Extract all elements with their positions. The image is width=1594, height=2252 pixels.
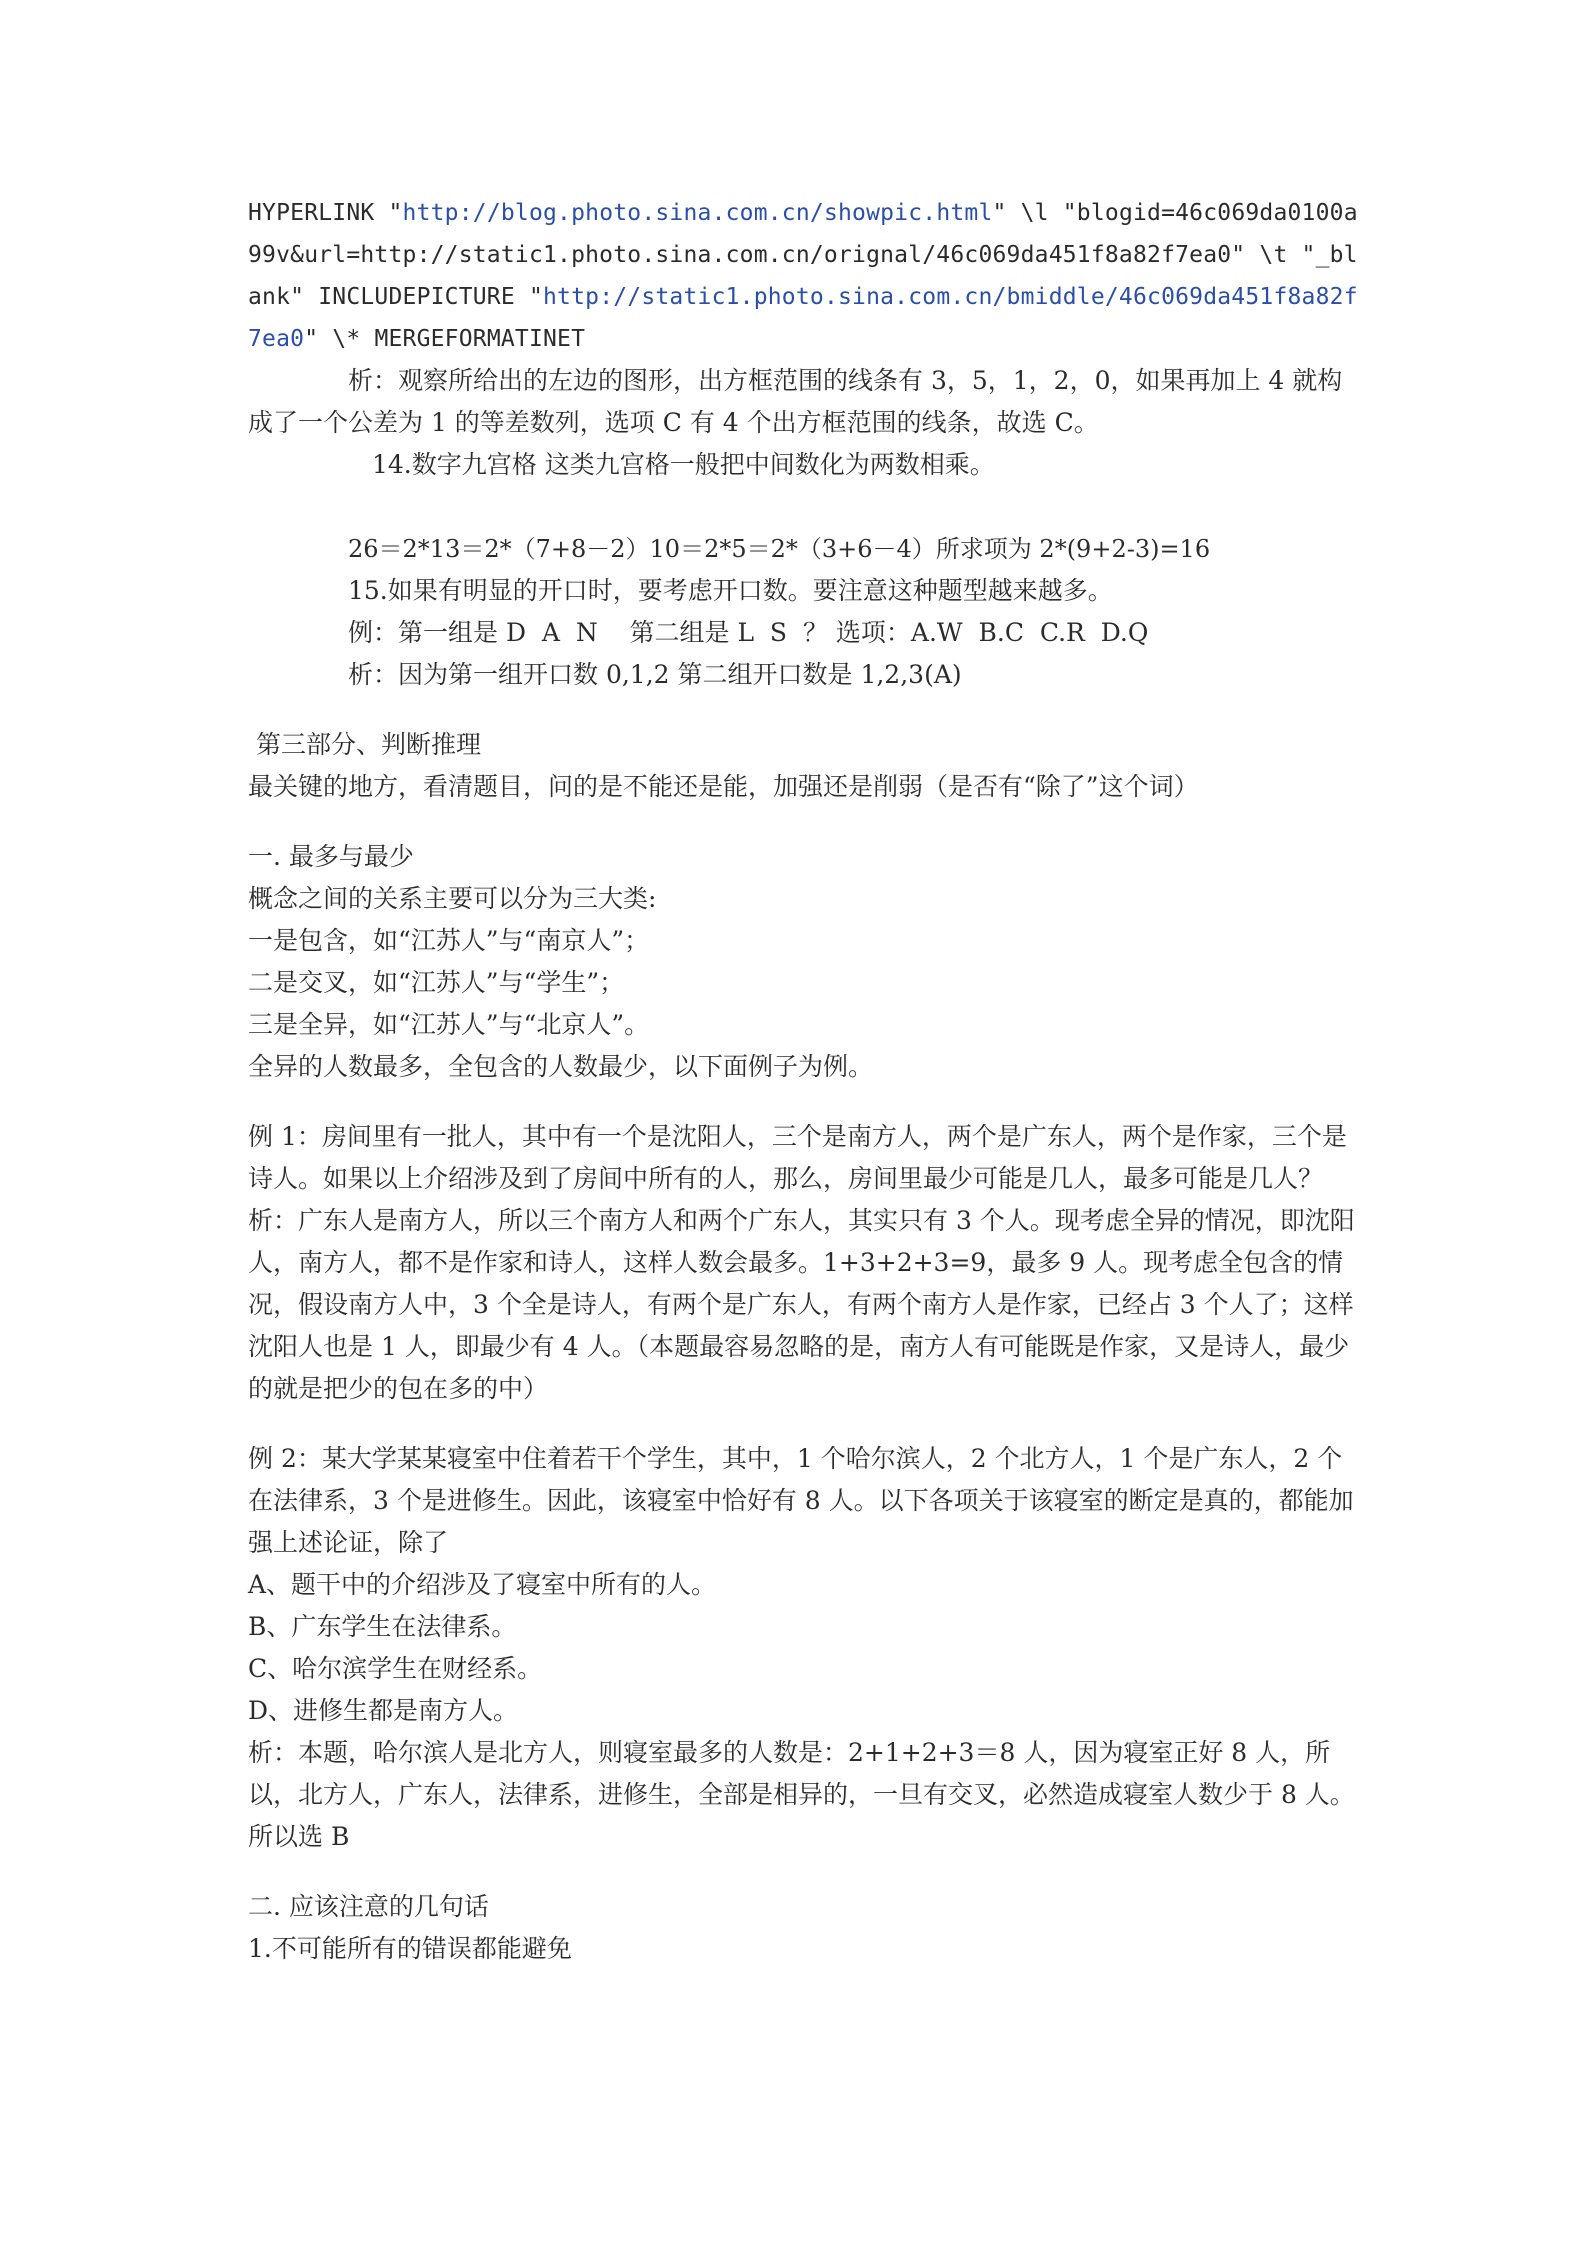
section2-title: 二. 应该注意的几句话: [248, 1892, 489, 1921]
example-15: 例：第一组是 D A N 第二组是 L S ？ 选项：A.W B.C C.R D.Q: [348, 618, 1149, 647]
item-14: 14.数字九宫格 这类九宫格一般把中间数化为两数相乘。: [372, 450, 995, 479]
showpic-link[interactable]: http://blog.photo.sina.com.cn/showpic.html: [402, 200, 993, 226]
analysis-15: 析：因为第一组开口数 0,1,2 第二组开口数是 1,2,3(A): [348, 660, 962, 689]
section1-title: 一. 最多与最少: [248, 842, 414, 871]
analysis-2: 析：本题，哈尔滨人是北方人，则寝室最多的人数是：2+1+2+3＝8 人，因为寝室正好 8 人，所以，北方人，广东人，法律系，进修生，全部是相异的，一旦有交叉，必然造成寝室人数少于 8 人。所以选 B: [248, 1738, 1355, 1851]
bmiddle-link[interactable]: http://static1.photo.sina.com.cn/bmiddle/46c069da451f8a82f7ea0: [248, 284, 1358, 352]
option-c: C、哈尔滨学生在财经系。: [248, 1654, 543, 1683]
relation-type-1: 一是包含，如“江苏人”与“南京人”；: [248, 926, 650, 955]
option-d: D、进修生都是南方人。: [248, 1696, 519, 1725]
formula-14: 26＝2*13＝2*（7+8－2）10＝2*5＝2*（3+6－4）所求项为 2*(9+2-3)=16: [348, 535, 1211, 563]
example-1: 例 1：房间里有一批人，其中有一个是沈阳人，三个是南方人，两个是广东人，两个是作家，三个是诗人。如果以上介绍涉及到了房间中所有的人，那么，房间里最少可能是几人，最多可能是几人？: [248, 1122, 1347, 1193]
part3-intro: 最关键的地方，看清题目，问的是不能还是能，加强还是削弱（是否有“除了”这个词）: [248, 772, 1199, 801]
relation-type-3: 三是全异，如“江苏人”与“北京人”。: [248, 1010, 650, 1039]
analysis-13: 析：观察所给出的左边的图形，出方框范围的线条有 3，5，1，2，0，如果再加上 4 就构成了一个公差为 1 的等差数列，选项 C 有 4 个出方框范围的线条，故选 C。: [248, 366, 1343, 437]
section2-item-1: 1.不可能所有的错误都能避免: [248, 1934, 572, 1963]
relation-summary: 全异的人数最多，全包含的人数最少，以下面例子为例。: [248, 1052, 874, 1081]
concept-intro: 概念之间的关系主要可以分为三大类:: [248, 884, 657, 913]
field-code-prefix: HYPERLINK ": [248, 200, 403, 226]
field-code-block: [248, 192, 1360, 360]
field-code-suffix: " \* MERGEFORMATINET: [304, 326, 586, 352]
document-page: [248, 192, 1360, 1970]
relation-type-2: 二是交叉，如“江苏人”与“学生”；: [248, 968, 625, 997]
part3-title: 第三部分、判断推理: [256, 730, 482, 759]
option-b: B、广东学生在法律系。: [248, 1612, 517, 1641]
example-2: 例 2：某大学某某寝室中住着若干个学生，其中，1 个哈尔滨人，2 个北方人，1 个是广东人，2 个在法律系，3 个是进修生。因此，该寝室中恰好有 8 人。以下各项关于该寝室的断定是真的，都能加强上述论证，除了: [248, 1444, 1354, 1557]
field-code-middle: " \l "blogid=46c069da0100a99v&url=http://static1.photo.sina.com.cn/orignal/46c069da451f8a82f7ea0" \t "_blank" INCLUDEPICTURE ": [248, 200, 1358, 310]
analysis-1: 析：广东人是南方人，所以三个南方人和两个广东人，其实只有 3 个人。现考虑全异的情况，即沈阳人，南方人，都不是作家和诗人，这样人数会最多。1+3+2+3=9，最多 9 人。现考虑全包含的情况，假设南方人中，3 个全是诗人，有两个是广东人，有两个南方人是作家，已经占 3 个人了；这样沈阳人也是 1 人，即最少有 4 人。（本题最容易忽略的是，南方人有可能既是作家，又是诗人，最少的就是把少的包在多的中）: [248, 1206, 1355, 1403]
option-a: A、题干中的介绍涉及了寝室中所有的人。: [248, 1570, 717, 1599]
item-15: 15.如果有明显的开口时，要考虑开口数。要注意这种题型越来越多。: [348, 576, 1113, 605]
